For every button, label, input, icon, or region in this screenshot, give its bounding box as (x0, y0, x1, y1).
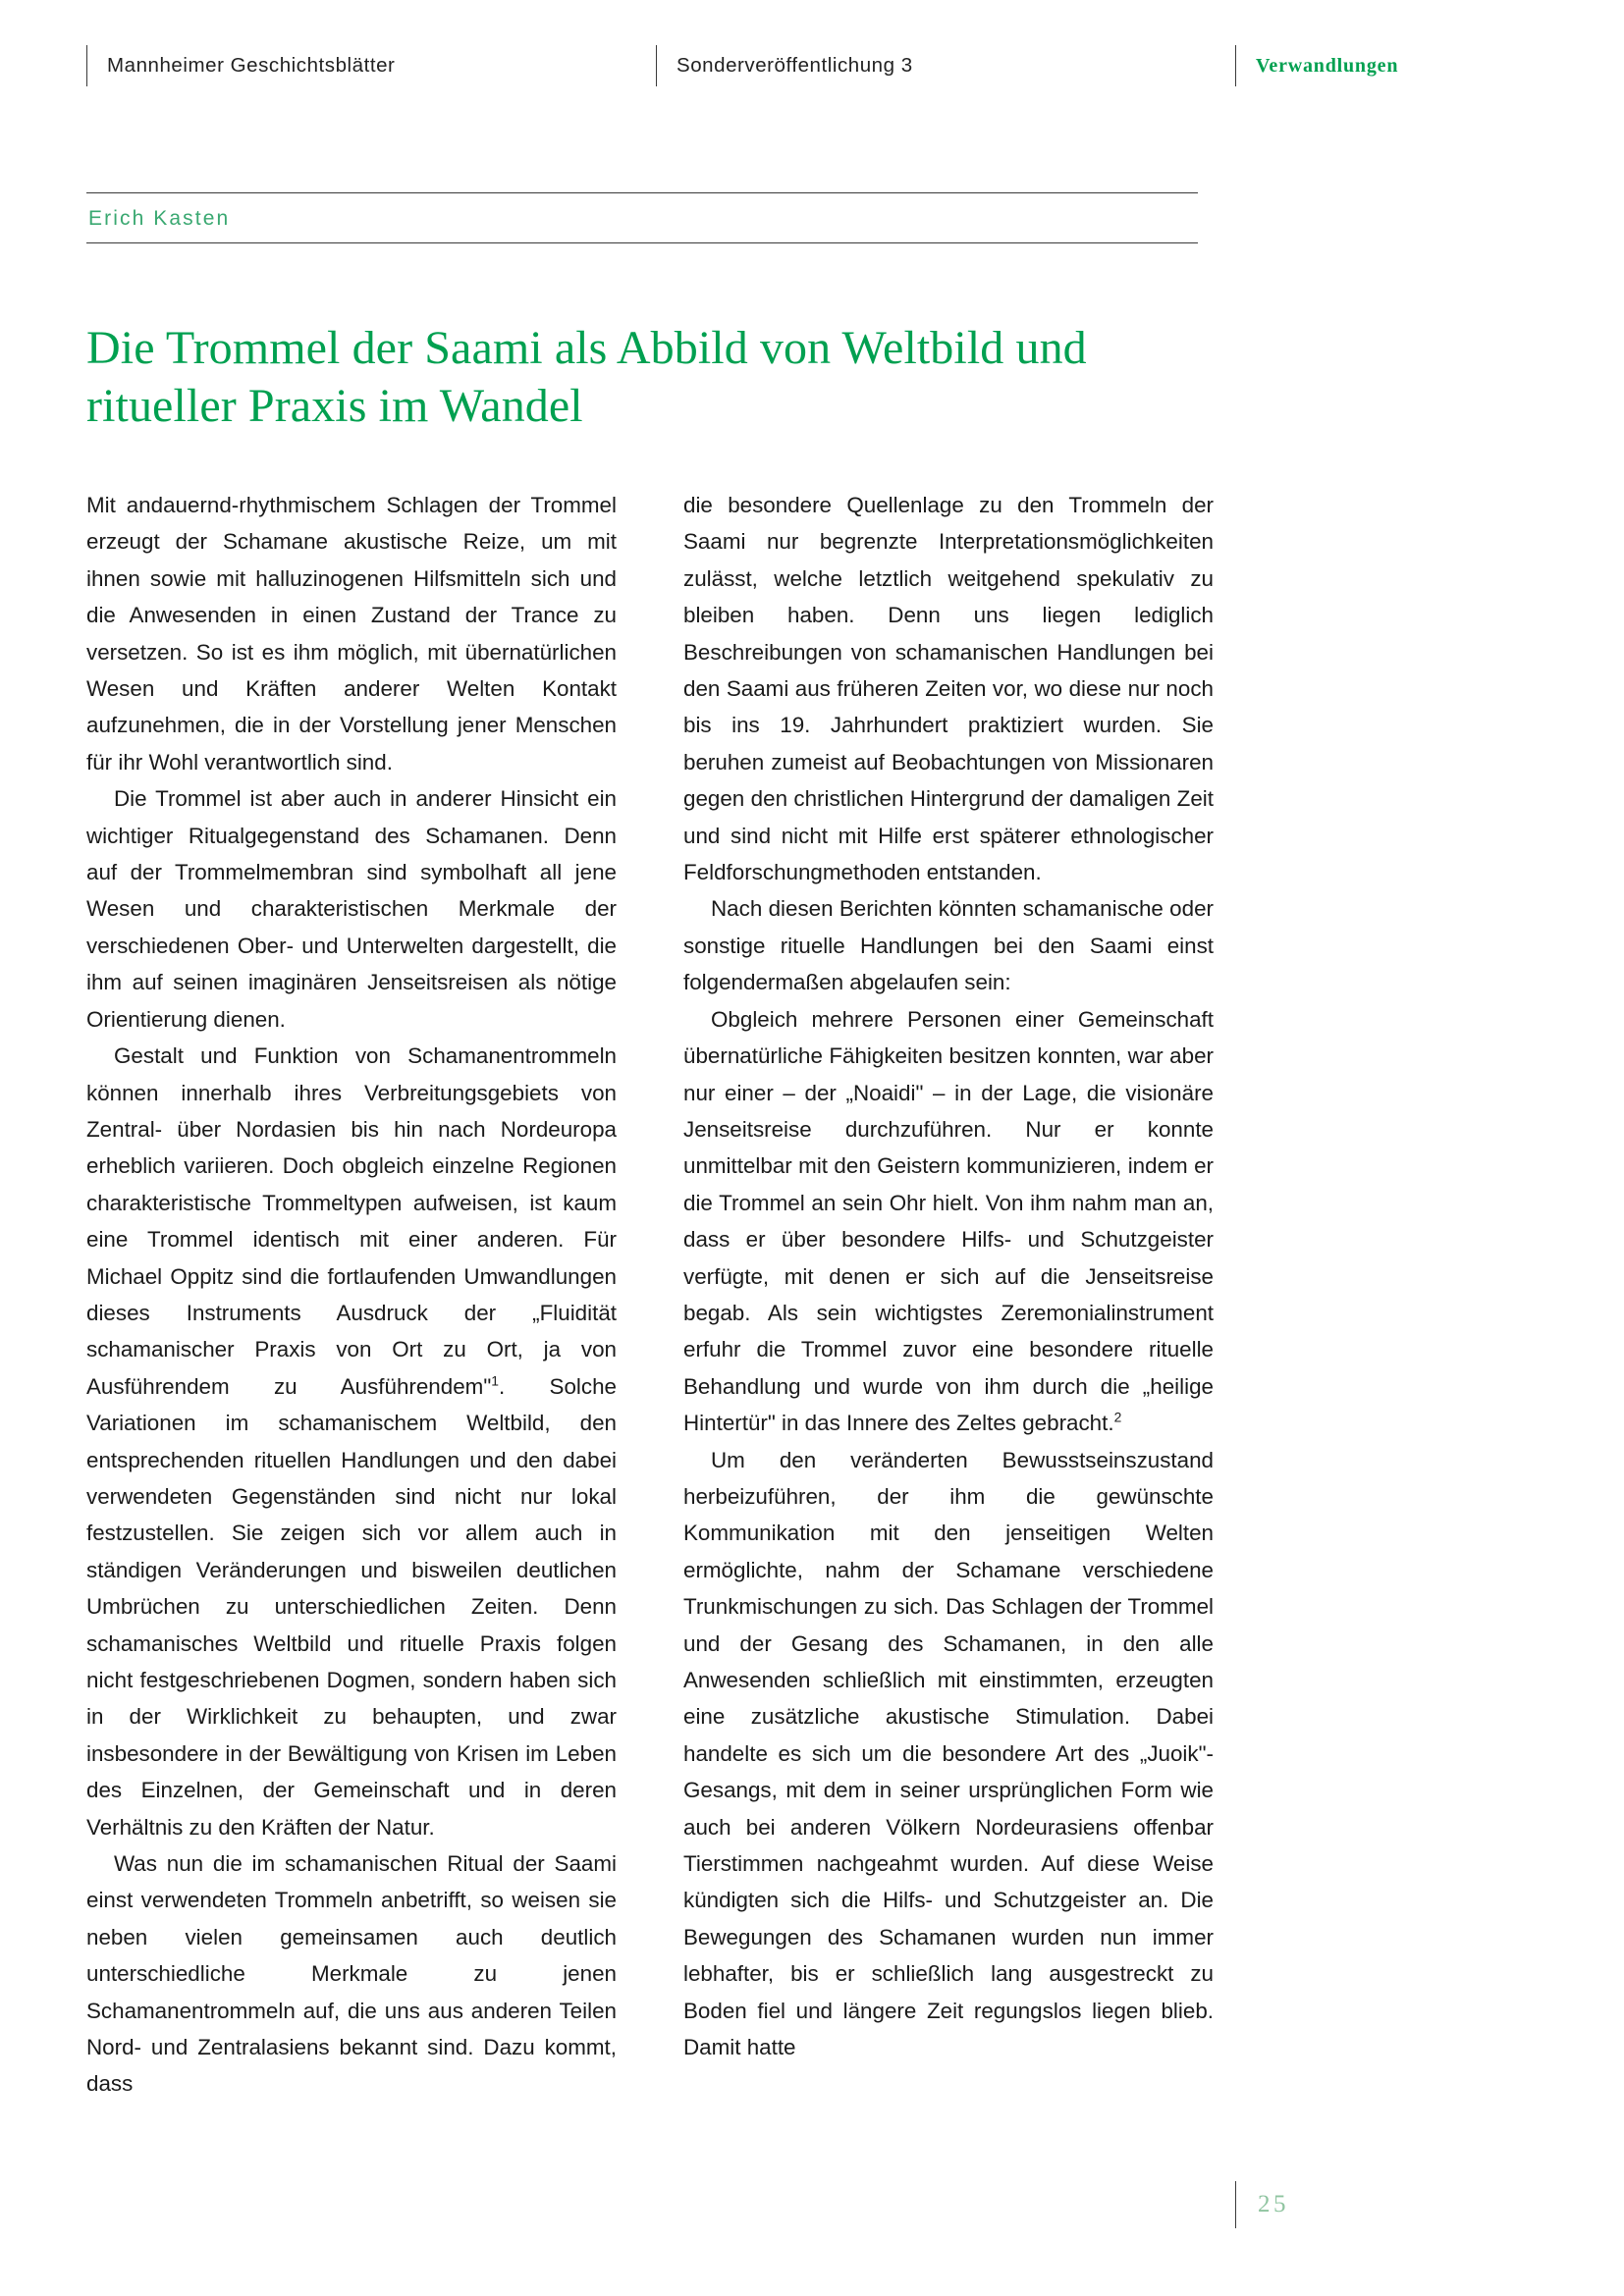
running-head-middle-label: Sonderveröffentlichung 3 (677, 54, 913, 77)
page-number: 25 (1258, 2191, 1289, 2217)
column-right (683, 487, 1214, 2103)
running-head-middle (656, 45, 913, 86)
running-head-left (86, 45, 395, 86)
body-columns (86, 487, 1214, 2103)
column-left (86, 487, 617, 2103)
running-head (0, 45, 1624, 86)
paragraph: Mit andauernd-rhythmischem Schlagen der Trommel erzeugt der Schamane akustische Reize, um mit ihnen sowie mit halluzinogenen Hilfsmitteln sich und die Anwesenden in einen Zustand der Trance zu versetzen. So ist es ihm möglich, mit übernatürlichen Wesen und Kräften anderer Welten Kontakt aufzunehmen, die in der Vorstellung jener Menschen für ihr Wohl verantwortlich sind. (86, 493, 617, 774)
article-author: Erich Kasten (88, 207, 231, 230)
paragraph: Die Trommel ist aber auch in anderer Hinsicht ein wichtiger Ritualgegenstand des Schamanen. Denn auf der Trommelmembran sind symbolhaft all jene Wesen und charakteristischen Merkmale der verschiedenen Ober- und Unterwelten dargestellt, die ihm auf seinen imaginären Jenseitsreisen als nötige Orientierung dienen. (86, 786, 617, 1032)
paragraph: Um den veränderten Bewusstseinszustand herbeizuführen, der ihm die gewünschte Kommunikation mit den jenseitigen Welten ermöglichte, nahm der Schamane verschiedene Trunkmischungen zu sich. Das Schlagen der Trommel und der Gesang des Schamanen, in den alle Anwesenden schließlich mit einstimmten, erzeugten eine zusätzliche akustische Stimulation. Dabei handelte es sich um die besondere Art des „Juoik"-Gesangs, mit dem in seiner ursprünglichen Form wie auch bei anderen Völkern Nordeurasiens offenbar Tierstimmen nachgeahmt wurden. Auf diese Weise kündigten sich die Hilfs- und Schutzgeister an. Die Bewegungen des Schamanen wurden nun immer lebhafter, bis er schließlich lang ausgestreckt zu Boden fiel und längere Zeit regungslos liegen blieb. Damit hatte (683, 1447, 1214, 2060)
paragraph: Gestalt und Funktion von Schamanentrommeln können innerhalb ihres Verbreitungsgebiets von Zentral- über Nordasien bis hin nach Nordeuropa erheblich variieren. Doch obgleich einzelne Regionen charakteristische Trommeltypen aufweisen, ist kaum eine Trommel identisch mit einer anderen. Für Michael Oppitz sind die fortlaufenden Umwandlungen dieses Instruments Ausdruck der „Fluidität schamanischer Praxis von Ort zu Ort, ja von Ausführendem zu Ausführendem"$^1$. Solche Variationen im schamanischem Weltbild, den entsprechenden rituellen Handlungen und den dabei verwendeten Gegenständen sind nicht nur lokal festzustellen. Sie zeigen sich vor allem auch in ständigen Veränderungen und bisweilen deutlichen Umbrüchen zu unterschiedlichen Zeiten. Denn schamanisches Weltbild und rituelle Praxis folgen nicht festgeschriebenen Dogmen, sondern haben sich in der Wirklichkeit zu behaupten, und zwar insbesondere in der Bewältigung von Krisen im Leben des Einzelnen, der Gemeinschaft und in deren Verhältnis zu den Kräften der Natur. (86, 1043, 617, 1840)
paragraph: Was nun die im schamanischen Ritual der Saami einst verwendeten Trommeln anbetrifft, so weisen sie neben vielen gemeinsamen auch deutlich unterschiedliche Merkmale zu jenen Schamanentrommeln auf, die uns aus anderen Teilen Nord- und Zentralasiens bekannt sind. Dazu kommt, dass (86, 1851, 617, 2097)
paragraph: die besondere Quellenlage zu den Trommeln der Saami nur begrenzte Interpretationsmöglichkeiten zulässt, welche letztlich weitgehend spekulativ zu bleiben haben. Denn uns liegen lediglich Beschreibungen von schamanischen Handlungen bei den Saami aus früheren Zeiten vor, wo diese nur noch bis ins 19. Jahrhundert praktiziert wurden. Sie beruhen zumeist auf Beobachtungen von Missionaren gegen den christlichen Hintergrund der damaligen Zeit und sind nicht mit Hilfe erst späterer ethnologischer Feldforschungmethoden entstanden. (683, 493, 1214, 885)
title-block (86, 192, 1198, 466)
running-head-left-label: Mannheimer Geschichtsblätter (107, 54, 396, 77)
running-head-right (1235, 45, 1398, 86)
title-rule-bottom (86, 242, 1198, 243)
footnote-marker: 2 (1113, 1409, 1122, 1425)
folio (1235, 2181, 1289, 2228)
running-head-right-label: Verwandlungen (1256, 54, 1399, 77)
page-title: Die Trommel der Saami als Abbild von Weltbild und ritueller Praxis im Wandel (86, 322, 1087, 432)
paragraph: Nach diesen Berichten könnten schamanische oder sonstige rituelle Handlungen bei den Saami einst folgendermaßen abgelaufen sein: (683, 896, 1214, 995)
footnote-marker: 1 (491, 1372, 499, 1389)
paragraph: Obgleich mehrere Personen einer Gemeinschaft übernatürliche Fähigkeiten besitzen konnten, war aber nur einer – der „Noaidi" – in der Lage, die visionäre Jenseitsreise durchzuführen. Nur er konnte unmittelbar mit den Geistern kommunizieren, indem er die Trommel an sein Ohr hielt. Von ihm nahm man an, dass er über besondere Hilfs- und Schutzgeister verfügte, mit denen er sich auf die Jenseitsreise begab. Als sein wichtigstes Zeremonialinstrument erfuhr die Trommel zuvor eine besondere rituelle Behandlung und wurde von ihm durch die „heilige Hintertür" in das Innere des Zeltes gebracht.$^2$ (683, 1006, 1214, 1436)
